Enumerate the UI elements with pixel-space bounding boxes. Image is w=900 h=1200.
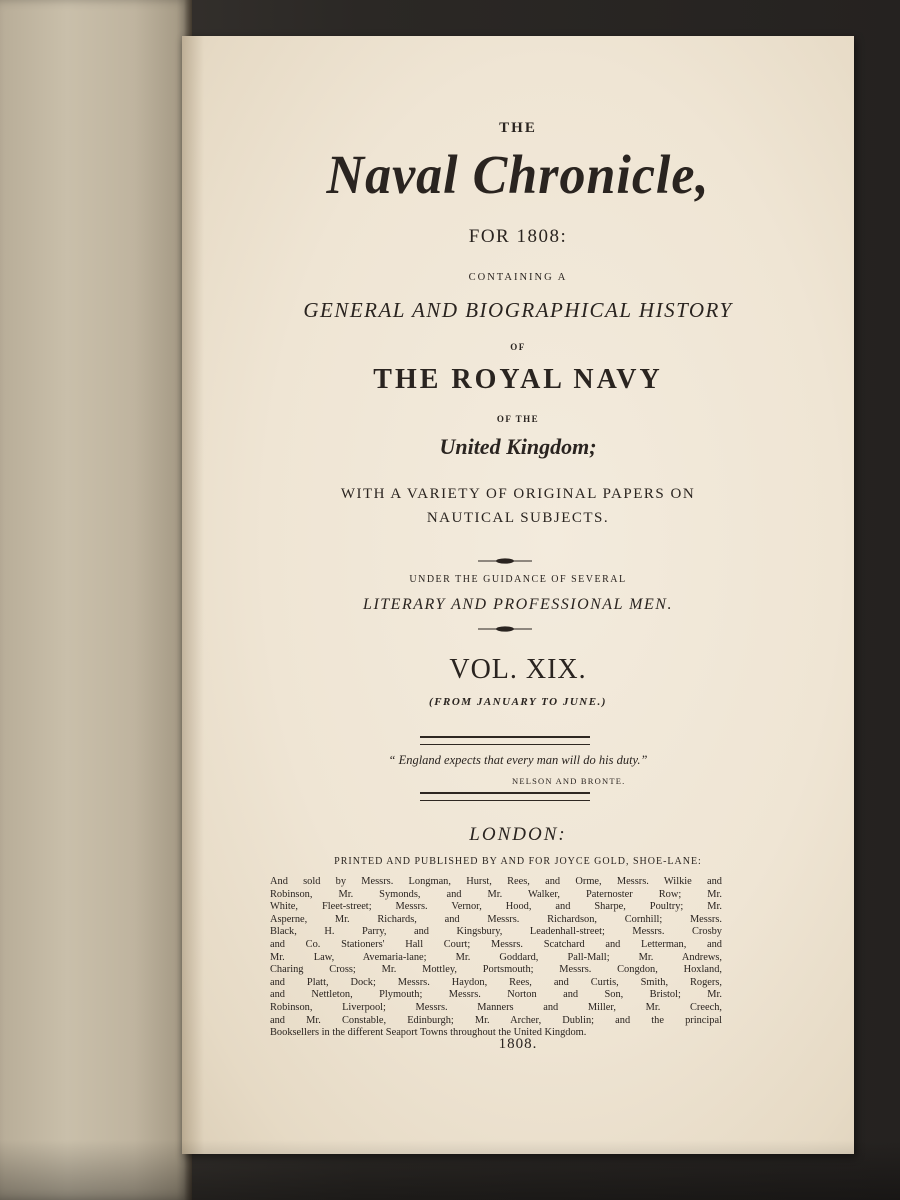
table-shadow	[0, 1140, 900, 1200]
variety-line-2: NAUTICAL SUBJECTS.	[426, 510, 610, 526]
of-the-line: OF THE	[496, 414, 540, 424]
booksellers-line: Asperne, Mr. Richards, and Messrs. Richardson, Cornhill; Messrs.	[270, 913, 722, 925]
double-rule-top	[420, 736, 590, 745]
book-cover-board	[0, 0, 192, 1200]
variety-line-1: WITH A VARIETY OF ORIGINAL PAPERS ON	[340, 486, 696, 502]
booksellers-line: Charing Cross; Mr. Mottley, Portsmouth; Messrs. Congdon, Hoxland,	[270, 964, 722, 976]
printer-line: PRINTED AND PUBLISHED BY AND FOR JOYCE GOLD, SHOE-LANE:	[334, 856, 702, 867]
volume-number: VOL. XIX.	[449, 654, 587, 685]
general-history-line: GENERAL AND BIOGRAPHICAL HISTORY	[303, 298, 733, 322]
booksellers-line: and Co. Stationers' Hall Court; Messrs. Scatchard and Letterman, and	[270, 938, 722, 950]
title-page	[182, 36, 854, 1154]
ornament-divider	[478, 558, 532, 564]
booksellers-line: Mr. Law, Avemaria-lane; Mr. Goddard, Pall-Mall; Mr. Andrews,	[270, 951, 722, 963]
containing-line: CONTAINING A	[468, 272, 568, 283]
date-range: (FROM JANUARY TO JUNE.)	[429, 696, 607, 708]
booksellers-line: and Mr. Constable, Edinburgh; Mr. Archer, Dublin; and the principal	[270, 1014, 722, 1026]
guidance-line: UNDER THE GUIDANCE OF SEVERAL	[409, 574, 627, 585]
booksellers-line: And sold by Messrs. Longman, Hurst, Rees, and Orme, Messrs. Wilkie and	[270, 876, 722, 887]
imprint-place: LONDON:	[469, 824, 567, 845]
booksellers-line: and Platt, Dock; Messrs. Haydon, Rees, and Curtis, Smith, Rogers,	[270, 976, 722, 988]
booksellers-line: Booksellers in the different Seaport Towns throughout the United Kingdom.	[270, 1027, 587, 1039]
booksellers-line: Robinson, Liverpool; Messrs. Manners and Miller, Mr. Creech,	[270, 1001, 722, 1013]
double-rule-bottom	[420, 792, 590, 801]
title-the: THE	[499, 120, 537, 136]
epigraph-attribution: NELSON AND BRONTE.	[512, 776, 626, 786]
booksellers-line: White, Fleet-street; Messrs. Vernor, Hood, and Sharpe, Poultry; Mr.	[270, 901, 722, 913]
of-line: OF	[510, 342, 526, 352]
booksellers-line: Robinson, Mr. Symonds, and Mr. Walker, Paternoster Row; Mr.	[270, 888, 722, 900]
year-line: FOR 1808:	[468, 226, 568, 247]
booksellers-line: Black, H. Parry, and Kingsbury, Leadenhall-street; Messrs. Crosby	[270, 926, 722, 938]
imprint-year: 1808.	[498, 1036, 538, 1052]
literary-men-line: LITERARY AND PROFESSIONAL MEN.	[363, 596, 673, 613]
booksellers-paragraph	[270, 876, 722, 1040]
book-title: Naval Chronicle,	[326, 145, 710, 206]
ornament-divider	[478, 626, 532, 632]
united-kingdom-line: United Kingdom;	[439, 434, 597, 459]
booksellers-line: and Nettleton, Plymouth; Messrs. Norton and Son, Bristol; Mr.	[270, 989, 722, 1001]
epigraph: “ England expects that every man will do his duty.”	[388, 753, 648, 767]
royal-navy-line: THE ROYAL NAVY	[373, 364, 663, 395]
